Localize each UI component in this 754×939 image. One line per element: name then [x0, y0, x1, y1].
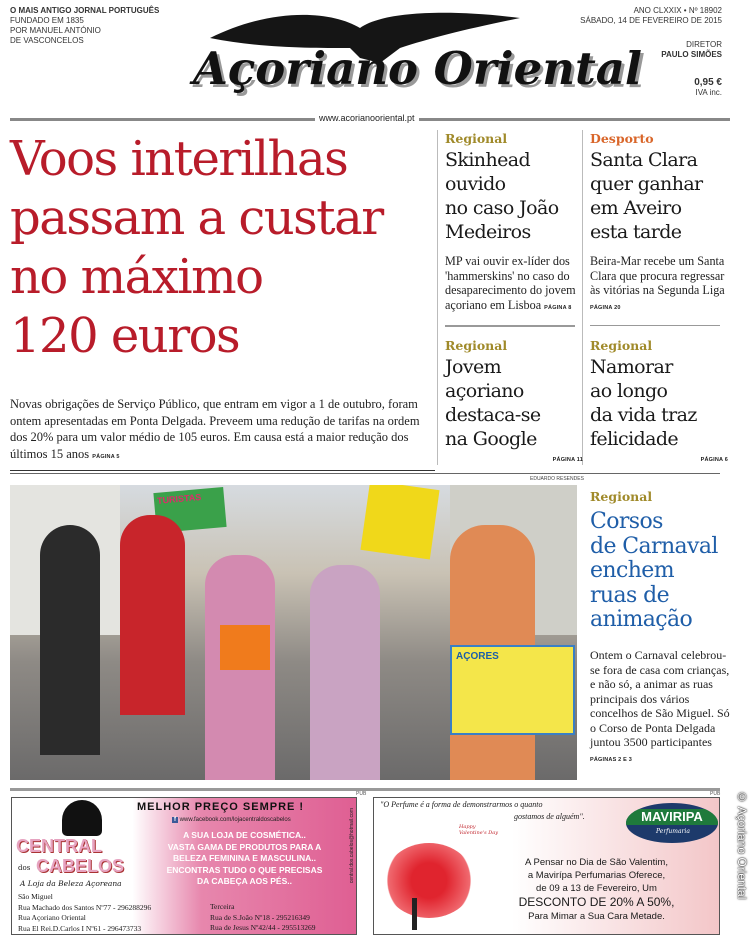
founded: FUNDADO EM 1835	[10, 16, 84, 25]
ad-body: A Pensar no Dia de São Valentim, a Mavirípa Perfumarias Oferece, de 09 a 13 de Fevereiro, Um DESCONTO DE 20% A 50%, Para Mimar a Sua Cara Metade.	[518, 857, 675, 922]
feature-text: Ontem o Carnaval celebrou-se fora de casa com crianças, e não só, a animar as ruas principais dos vários concelhos de São Miguel. Só o Corso de Ponta Delgada juntou 3500 participantes PÁGINAS 2 E 3	[590, 648, 730, 763]
protest-sign: TURISTAS	[153, 487, 226, 533]
story-text: Beira-Mar recebe um Santa Clara que procura regressar às vitórias na Segunda Liga PÁGINA 20	[590, 254, 725, 311]
carnival-photo[interactable]	[10, 485, 577, 780]
valentine-badge: Happy Valentine's Day	[459, 824, 499, 836]
photo-credit: EDUARDO RESENDES	[530, 476, 584, 482]
page-ref: PÁGINA 5	[92, 453, 120, 460]
ad-quote: "O Perfume é a forma de demonstrarmos o quanto	[380, 800, 543, 809]
divider	[10, 470, 435, 471]
brand-logo: CENTRAL	[16, 836, 102, 856]
ad-maviripa[interactable]	[373, 797, 720, 935]
divider	[10, 473, 720, 474]
yellow-sign	[360, 485, 439, 560]
azores-sign: AÇORES	[450, 645, 575, 735]
terceira-addresses: Terceira Rua de S.João Nº18 - 295216349 Rua de Jesus Nº42/44 - 295513269	[210, 902, 316, 932]
page-ref: PÁGINA 6	[700, 457, 728, 463]
facebook-icon: f	[174, 817, 176, 823]
headline-line: passam a custar	[10, 190, 383, 246]
story-santa-clara[interactable]	[590, 131, 728, 315]
ad-central-cabelos[interactable]	[11, 797, 357, 935]
maviripa-logo: MAVIRIPA Perfumaria	[626, 803, 718, 843]
ad-email: central.dos.cabelos@hotmail.com	[349, 808, 355, 884]
headline-line: Voos interilhas	[10, 131, 348, 187]
divider	[590, 325, 720, 326]
feature-headline[interactable]: Corsos de Carnaval enchem ruas de animação	[590, 509, 718, 632]
lead-text: Novas obrigações de Serviço Público, que entram em vigor a 1 de outubro, foram ontem apresentadas em Ponta Delgada. Preveem uma redução de tarifas na ordem dos 20% para um valor médio de 105 euros. Em causa está a maior redução dos últimos 15 anos	[10, 397, 420, 461]
issue-date: SÁBADO, 14 DE FEVEREIRO DE 2015	[580, 16, 722, 25]
ad-body: A SUA LOJA DE COSMÉTICA.. VASTA GAMA DE PRODUTOS PARA A BELEZA FEMININA E MASCULINA.. ENCONTRAS TUDO O QUE PRECISAS DA CABEÇA AOS PÉS..	[166, 830, 323, 886]
story-text: MP vai ouvir ex-líder dos 'hammerskins' no caso do desaparecimento do jovem açoriano em Lisboa PÁGINA 8	[445, 254, 576, 312]
newspaper-title: Açoriano Oriental	[192, 42, 643, 95]
headline-line: 120 euros	[10, 308, 240, 364]
founder: DE VASCONCELOS	[10, 36, 84, 45]
ad-headline: MELHOR PREÇO SEMPRE !	[137, 801, 305, 813]
ad-quote: gostamos de alguém".	[514, 812, 585, 821]
woman-silhouette-icon	[62, 800, 102, 836]
story-title: Namorar ao longo da vida traz felicidade	[590, 356, 697, 450]
column-rule	[437, 130, 438, 465]
ad-slogan: A Loja da Beleza Açoreana	[20, 879, 122, 888]
website-link[interactable]: www.acorianooriental.pt	[315, 113, 419, 123]
story-title: Skinhead ouvido no caso João Medeiros	[445, 149, 559, 243]
person	[40, 525, 100, 755]
tree-trunk	[412, 898, 417, 930]
story-title: Santa Clara quer ganhar em Aveiro esta tarde	[590, 149, 703, 243]
category-label: Regional	[590, 489, 653, 504]
url-bar	[10, 113, 730, 123]
page-ref: PÁGINA 11	[552, 457, 583, 463]
category-label: Regional	[445, 131, 508, 146]
divider	[445, 325, 575, 327]
heart-tree-icon	[384, 843, 474, 918]
masthead-info-right	[580, 6, 722, 98]
person	[120, 515, 185, 715]
main-headline	[10, 130, 435, 366]
story-namorar[interactable]	[590, 338, 728, 463]
sao-miguel-addresses: São Miguel Rua Machado dos Santos Nº77 - 296288296 Rua Açoriano Oriental Rua El Rei.D.Carlos I Nº61 - 296473733	[18, 892, 152, 933]
founder: POR MANUEL ANTÓNIO	[10, 26, 101, 35]
brand-logo: CABELOS	[36, 856, 125, 876]
tagline: O MAIS ANTIGO JORNAL PORTUGUÊS	[10, 6, 160, 15]
story-title: Jovem açoriano destaca-se na Google	[445, 356, 541, 450]
watermark: © Açoriano Oriental	[735, 790, 749, 900]
issue-number: ANO CLXXIX • Nº 18902	[633, 6, 722, 15]
story-jovem-google[interactable]	[445, 338, 583, 463]
pub-label: PUB	[710, 791, 721, 797]
facebook-link[interactable]: f www.facebook.com/lojacentraldoscabelos	[174, 817, 291, 823]
price: 0,95 €	[694, 77, 722, 88]
vat-note: IVA inc.	[695, 88, 722, 97]
category-label: Desporto	[590, 131, 654, 146]
pub-label: PUB	[356, 791, 367, 797]
masthead-info-left	[10, 6, 159, 46]
person	[310, 565, 380, 780]
toy-camera	[220, 625, 270, 670]
headline-line: no máximo	[10, 249, 263, 305]
director-label: DIRETOR	[686, 40, 722, 49]
category-label: Regional	[590, 338, 653, 353]
category-label: Regional	[445, 338, 508, 353]
brand-logo: dos	[18, 864, 31, 872]
story-skinhead[interactable]	[445, 131, 583, 315]
director-name: PAULO SIMÕES	[661, 50, 722, 59]
main-lead	[10, 396, 440, 465]
